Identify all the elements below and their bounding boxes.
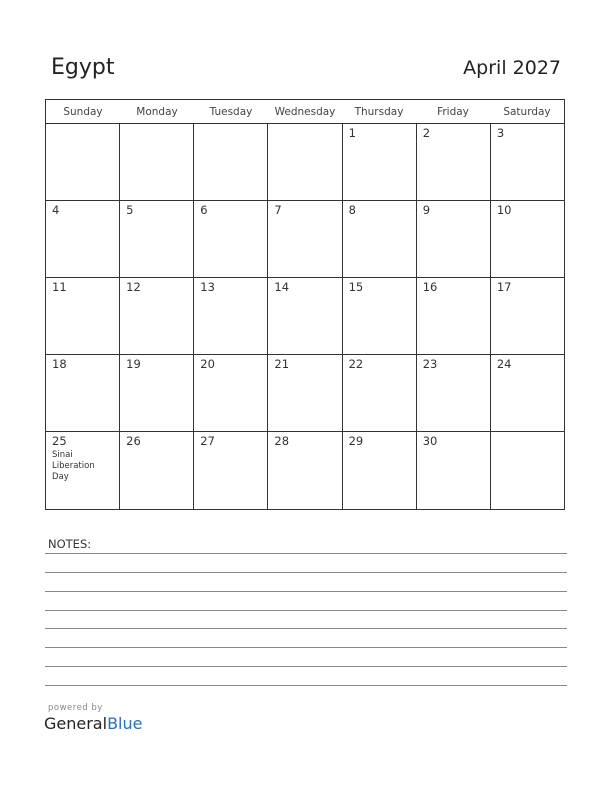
day-number: 2 xyxy=(422,126,431,140)
day-cell xyxy=(417,432,491,509)
day-cell xyxy=(46,355,120,431)
day-number: 5 xyxy=(126,203,134,217)
day-cell xyxy=(491,278,564,354)
day-cell xyxy=(343,355,417,431)
day-number: 21 xyxy=(274,357,290,371)
note-line xyxy=(45,666,567,667)
holiday-label: Sinai Liberation Day xyxy=(52,450,95,482)
day-number: 9 xyxy=(422,203,431,217)
day-cell xyxy=(194,124,268,200)
day-cell xyxy=(120,124,194,200)
day-number: 25 xyxy=(52,434,67,448)
brand-logo xyxy=(44,703,142,733)
day-number: 26 xyxy=(126,434,141,448)
note-line xyxy=(45,553,567,554)
weekday-friday: Friday xyxy=(437,106,469,118)
day-number: 1 xyxy=(348,126,356,140)
day-number: 27 xyxy=(200,434,215,448)
day-cell xyxy=(120,355,194,431)
week-row xyxy=(46,432,564,509)
day-cell xyxy=(417,278,491,354)
day-cell xyxy=(268,201,342,277)
day-cell xyxy=(343,201,417,277)
day-cell xyxy=(268,124,342,200)
weekday-monday: Monday xyxy=(136,106,178,118)
day-cell xyxy=(194,201,268,277)
day-cell xyxy=(194,432,268,509)
note-line xyxy=(45,610,567,611)
day-number: 17 xyxy=(496,280,512,294)
day-cell xyxy=(343,124,417,200)
day-cell xyxy=(491,124,564,200)
day-number: 19 xyxy=(126,357,141,371)
weekday-tuesday: Tuesday xyxy=(209,106,253,118)
day-number: 20 xyxy=(200,357,215,371)
day-number: 30 xyxy=(422,434,438,448)
note-line xyxy=(45,591,567,592)
day-number: 3 xyxy=(496,126,505,140)
week-row xyxy=(46,201,564,278)
day-number: 8 xyxy=(348,203,356,217)
day-number: 24 xyxy=(496,357,512,371)
day-cell xyxy=(46,432,120,509)
weeks-container xyxy=(46,124,564,509)
day-cell xyxy=(194,355,268,431)
day-number: 10 xyxy=(496,203,512,217)
day-cell xyxy=(268,355,342,431)
day-number: 6 xyxy=(200,203,208,217)
day-number: 23 xyxy=(422,357,438,371)
note-line xyxy=(45,685,567,686)
brand-blue: Blue xyxy=(107,714,143,733)
day-number: 13 xyxy=(200,280,215,294)
day-number: 12 xyxy=(126,280,141,294)
day-number: 28 xyxy=(274,434,290,448)
day-cell xyxy=(491,201,564,277)
notes-label: NOTES: xyxy=(48,537,92,551)
day-cell xyxy=(194,278,268,354)
week-row xyxy=(46,124,564,201)
day-cell xyxy=(343,278,417,354)
day-cell xyxy=(417,124,491,200)
note-line xyxy=(45,647,567,648)
day-number: 4 xyxy=(52,203,60,217)
country-title: Egypt xyxy=(51,55,115,80)
day-cell xyxy=(268,432,342,509)
day-cell xyxy=(491,432,564,509)
day-cell xyxy=(417,355,491,431)
weekday-header-row xyxy=(46,100,564,124)
day-cell xyxy=(491,355,564,431)
brand-general: General xyxy=(44,714,108,733)
day-number: 29 xyxy=(348,434,364,448)
day-number: 16 xyxy=(422,280,438,294)
day-number: 7 xyxy=(274,203,282,217)
note-line xyxy=(45,628,567,629)
day-cell xyxy=(417,201,491,277)
week-row xyxy=(46,278,564,355)
day-cell xyxy=(268,278,342,354)
brand-name xyxy=(44,714,142,733)
day-number: 11 xyxy=(52,280,67,294)
day-number: 15 xyxy=(348,280,364,294)
weekday-thursday: Thursday xyxy=(354,106,404,118)
powered-by-text: powered by xyxy=(48,703,103,713)
day-cell xyxy=(120,278,194,354)
day-number: 14 xyxy=(274,280,290,294)
day-cell xyxy=(120,201,194,277)
weekday-saturday: Saturday xyxy=(503,106,551,118)
day-number: 18 xyxy=(52,357,67,371)
note-line xyxy=(45,572,567,573)
day-cell xyxy=(46,201,120,277)
day-number: 22 xyxy=(348,357,364,371)
weekday-sunday: Sunday xyxy=(63,106,103,118)
day-cell xyxy=(343,432,417,509)
week-row xyxy=(46,355,564,432)
day-cell xyxy=(120,432,194,509)
month-title: April 2027 xyxy=(463,57,561,79)
day-cell xyxy=(46,278,120,354)
weekday-wednesday: Wednesday xyxy=(274,106,336,118)
day-cell xyxy=(46,124,120,200)
calendar-grid xyxy=(45,99,565,510)
